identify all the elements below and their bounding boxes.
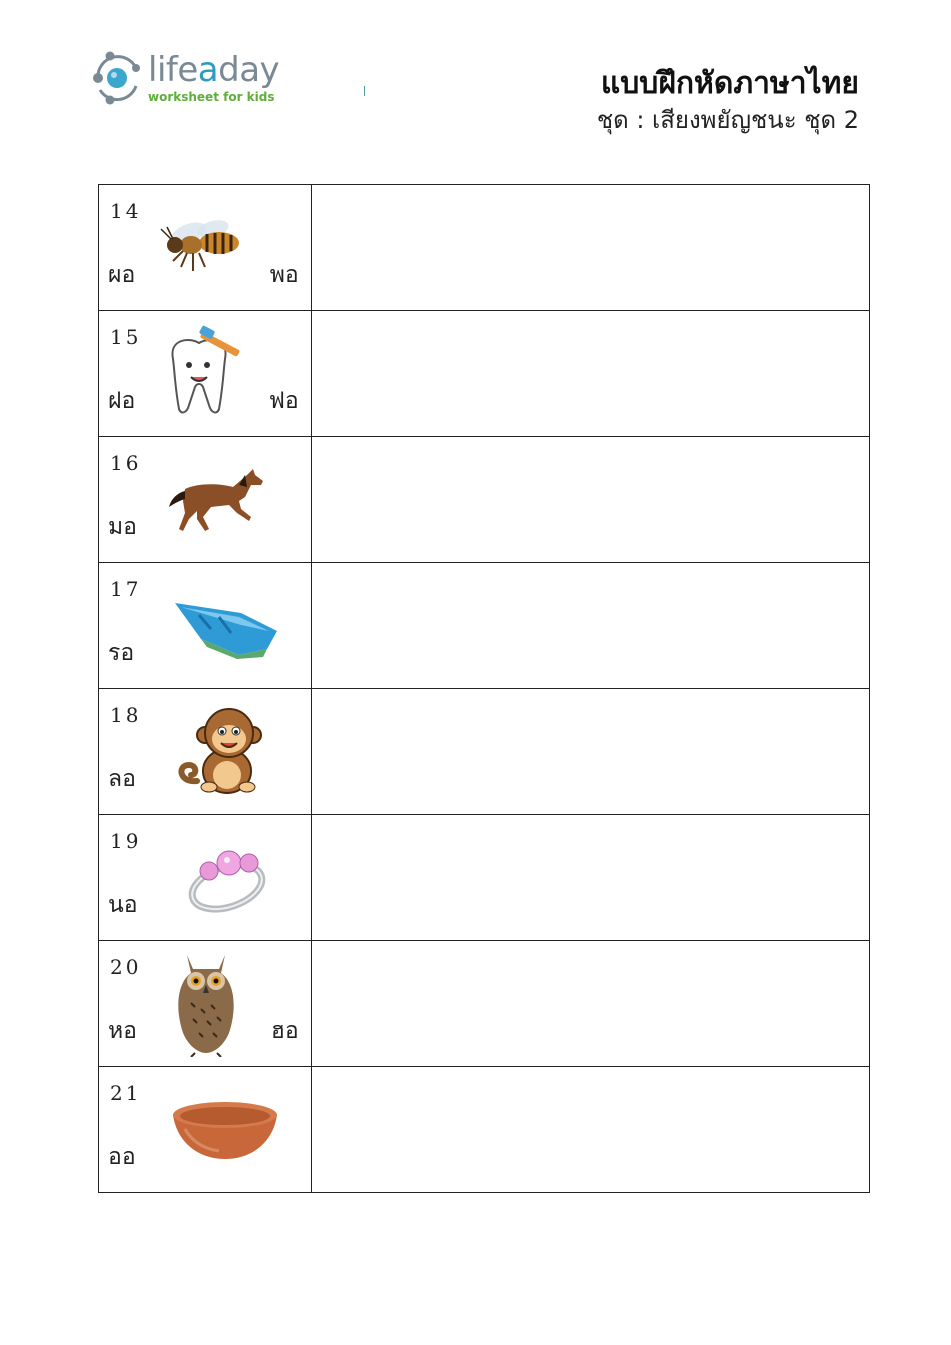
table-row [99,689,870,815]
item-number: 15 [110,325,142,349]
logo-tagline: worksheet for kids [148,90,275,104]
answer-cell[interactable] [311,941,869,1067]
consonant-label: มอ [108,514,137,540]
answer-cell[interactable] [311,437,869,563]
answer-cell[interactable] [311,1067,869,1193]
consonant-label: ออ [108,1144,136,1170]
worksheet-table [98,184,870,1193]
logo-wordmark: lifeaday [148,50,280,90]
answer-cell[interactable] [311,563,869,689]
table-row [99,941,870,1067]
prompt-cell [99,815,312,941]
consonant-label: ผอ [108,262,136,288]
consonant-label: นอ [108,892,138,918]
table-row [99,1067,870,1193]
worksheet-title: แบบฝึกหัดภาษาไทย [600,66,859,101]
owl-icon [173,949,239,1057]
answer-cell[interactable] [311,185,869,311]
boat-icon [171,595,281,661]
consonant-label: ลอ [108,766,136,792]
answer-cell[interactable] [311,815,869,941]
prompt-cell [99,563,312,689]
table-row [99,815,870,941]
prompt-cell [99,311,312,437]
logo [90,48,320,108]
prompt-cell [99,437,312,563]
tooth-icon [163,325,245,417]
item-number: 16 [110,451,142,475]
monkey-icon [175,705,267,797]
prompt-cell [99,941,312,1067]
item-number: 21 [110,1081,142,1105]
consonant-label: รอ [108,640,135,666]
table-row [99,563,870,689]
consonant-label: ฝอ [108,388,136,414]
table-row [99,311,870,437]
answer-cell[interactable] [311,689,869,815]
item-number: 17 [110,577,142,601]
prompt-cell [99,689,312,815]
prompt-cell [99,185,312,311]
bee-icon [159,215,243,279]
item-number: 20 [110,955,142,979]
molecule-icon [90,50,146,106]
item-number: 14 [110,199,142,223]
ring-icon [185,845,273,917]
item-number: 18 [110,703,142,727]
consonant-label: หอ [108,1018,137,1044]
bowl-icon [169,1097,281,1163]
alt-consonant-label: พอ [269,262,299,288]
divider [364,86,365,96]
item-number: 19 [110,829,142,853]
worksheet-subtitle: ชุด : เสียงพยัญชนะ ชุด 2 [596,106,859,134]
table-row [99,437,870,563]
alt-consonant-label: ฟอ [268,388,299,414]
answer-cell[interactable] [311,311,869,437]
horse-icon [167,467,271,539]
alt-consonant-label: ฮอ [270,1018,299,1044]
prompt-cell [99,1067,312,1193]
table-row [99,185,870,311]
